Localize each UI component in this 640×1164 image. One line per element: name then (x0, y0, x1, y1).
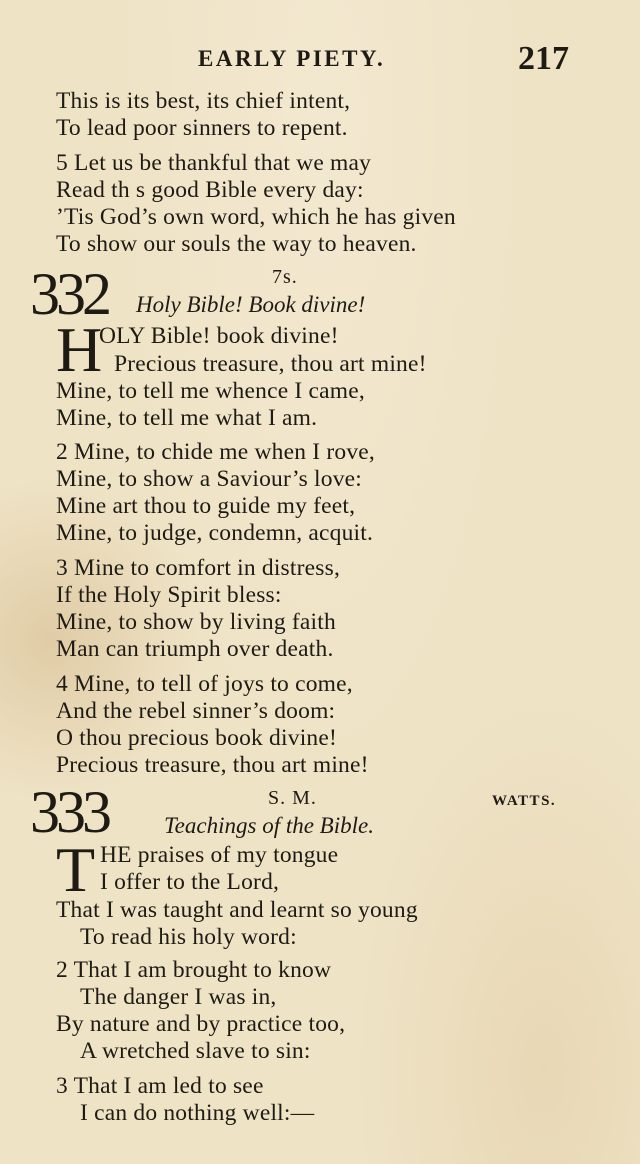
verse-line: To lead poor sinners to repent. (56, 115, 348, 141)
verse-line: Mine art thou to guide my feet, (56, 493, 356, 519)
verse-line: Precious treasure, thou art mine! (56, 752, 369, 778)
verse-line: By nature and by practice too, (56, 1011, 346, 1037)
verse-line: Mine, to show a Saviour’s love: (56, 466, 363, 492)
verse-line: Mine, to judge, condemn, acquit. (56, 520, 374, 546)
verse-line: 3 That I am led to see (56, 1073, 264, 1099)
page-number: 217 (518, 40, 569, 77)
running-title: EARLY PIETY. (198, 46, 386, 71)
drop-cap: T (56, 834, 96, 905)
hymn-title: Holy Bible! Book divine! (136, 292, 366, 317)
verse-line: HE praises of my tongue (100, 842, 339, 868)
verse-line: 5 Let us be thankful that we may (56, 150, 372, 176)
verse-line: A wretched slave to sin: (80, 1038, 311, 1064)
verse-line: Mine, to tell me what I am. (56, 405, 318, 431)
verse-line: Man can triumph over death. (56, 636, 334, 662)
verse-line: To read his holy word: (80, 924, 297, 950)
drop-cap: H (56, 314, 103, 385)
verse-line: Precious treasure, thou art mine! (114, 351, 427, 377)
verse-line: To show our souls the way to heaven. (56, 231, 417, 257)
verse-line: ’Tis God’s own word, which he has given (56, 204, 456, 230)
hymn-author: WATTS. (492, 793, 557, 809)
verse-line: The danger I was in, (80, 984, 277, 1010)
verse-line: Read th s good Bible every day: (56, 177, 364, 203)
hymn-title: Teachings of the Bible. (164, 813, 374, 838)
verse-line: If the Holy Spirit bless: (56, 582, 282, 608)
verse-line: 2 That I am brought to know (56, 957, 332, 983)
verse-line: 3 Mine to comfort in distress, (56, 555, 341, 581)
verse-line: And the rebel sinner’s doom: (56, 698, 336, 724)
verse-line: O thou precious book divine! (56, 725, 338, 751)
verse-line: OLY Bible! book divine! (99, 323, 339, 349)
hymn-number: 332 (30, 261, 108, 327)
hymn-meter: S. M. (268, 787, 317, 809)
running-head (0, 42, 640, 82)
verse-line: I offer to the Lord, (100, 869, 280, 895)
verse-line: This is its best, its chief intent, (56, 88, 351, 114)
verse-line: That I was taught and learnt so young (56, 897, 418, 923)
hymn-meter: 7s. (272, 266, 298, 288)
verse-line: 2 Mine, to chide me when I rove, (56, 439, 375, 465)
hymn-number: 333 (30, 779, 108, 845)
verse-line: Mine, to show by living faith (56, 609, 336, 635)
verse-line: I can do nothing well:— (80, 1100, 315, 1126)
verse-line: Mine, to tell me whence I came, (56, 378, 365, 404)
verse-line: 4 Mine, to tell of joys to come, (56, 671, 353, 697)
